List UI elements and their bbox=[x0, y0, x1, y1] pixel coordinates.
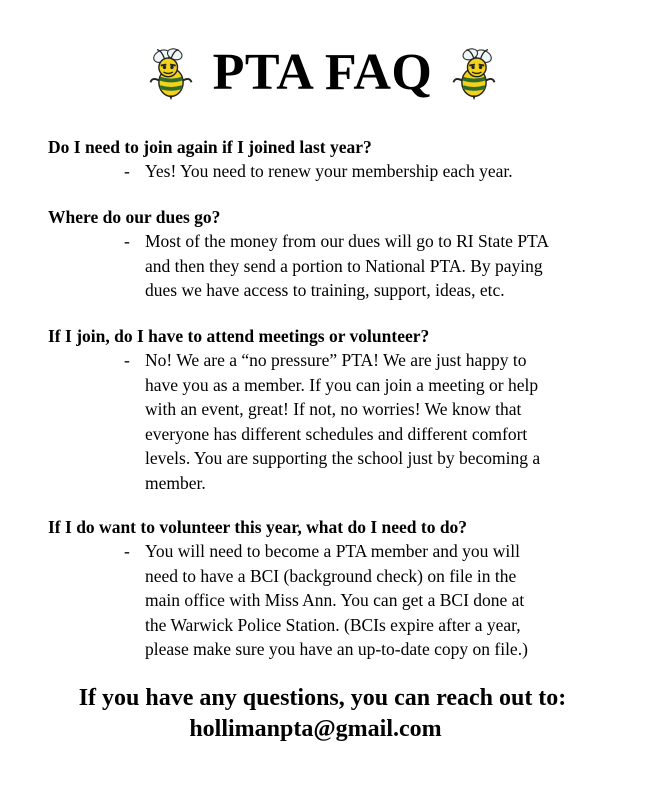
page-title: PTA FAQ bbox=[212, 44, 433, 101]
bullet-dash: - bbox=[124, 231, 130, 251]
answer-line: with an event, great! If not, no worries! We know that bbox=[145, 399, 522, 419]
answer-line: No! We are a “no pressure” PTA! We are just happy to bbox=[145, 350, 527, 370]
answer-line: need to have a BCI (background check) on file in the bbox=[145, 565, 517, 586]
answer-line: main office with Miss Ann. You can get a BCI done at bbox=[145, 590, 525, 610]
bee-mascot-icon bbox=[446, 45, 502, 101]
answer-line: Most of the money from our dues will go to RI State PTA bbox=[145, 231, 549, 251]
answer-line: Yes! You need to renew your membership each year. bbox=[145, 161, 513, 181]
faq-answer bbox=[48, 539, 608, 662]
answer-line: everyone has different schedules and different comfort bbox=[145, 423, 528, 444]
page-header bbox=[0, 38, 645, 108]
bullet-dash: - bbox=[124, 541, 130, 561]
bullet-dash: - bbox=[124, 350, 130, 370]
answer-line: and then they send a portion to National PTA. By paying bbox=[145, 255, 543, 276]
bee-mascot-icon bbox=[143, 45, 199, 101]
bullet-dash: - bbox=[124, 161, 130, 181]
contact-text: If you have any questions, you can reach out to: bbox=[78, 685, 567, 711]
contact-footer bbox=[0, 683, 645, 745]
faq-item bbox=[48, 515, 608, 662]
faq-question: If I join, do I have to attend meetings or volunteer? bbox=[48, 326, 430, 346]
answer-line: please make sure you have an up-to-date copy on file.) bbox=[145, 639, 528, 659]
faq-question: Do I need to join again if I joined last year? bbox=[48, 137, 372, 157]
faq-answer bbox=[48, 159, 608, 184]
answer-line: member. bbox=[145, 472, 206, 493]
faq-question: Where do our dues go? bbox=[48, 207, 221, 227]
faq-answer bbox=[48, 348, 608, 495]
answer-line: levels. You are supporting the school just by becoming a bbox=[145, 448, 541, 468]
faq-item bbox=[48, 135, 608, 184]
answer-line: dues we have access to training, support, ideas, etc. bbox=[145, 280, 505, 300]
answer-line: have you as a member. If you can join a meeting or help bbox=[145, 374, 539, 395]
faq-question: If I do want to volunteer this year, what do I need to do? bbox=[48, 517, 468, 537]
contact-email: hollimanpta@gmail.com bbox=[189, 716, 442, 742]
faq-answer bbox=[48, 229, 608, 303]
faq-item bbox=[48, 324, 608, 495]
faq-item bbox=[48, 205, 608, 303]
answer-line: You will need to become a PTA member and you will bbox=[145, 541, 520, 561]
answer-line: the Warwick Police Station. (BCIs expire after a year, bbox=[145, 614, 521, 635]
